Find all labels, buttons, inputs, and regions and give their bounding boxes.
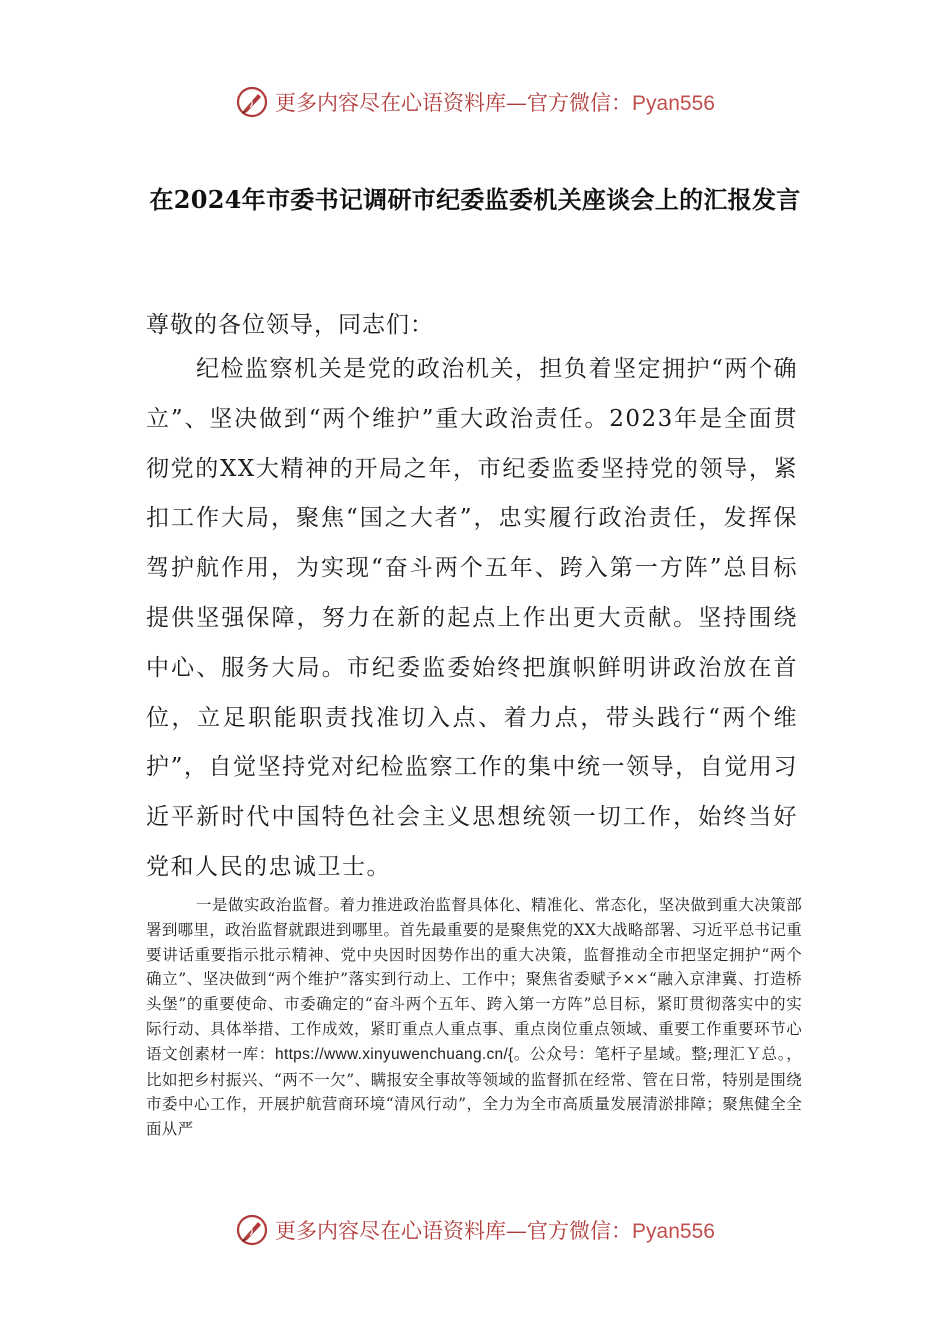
footer-brand [235,1213,715,1247]
footer-brand-text: 更多内容尽在心语资料库—官方微信： [275,1219,633,1243]
document-title: 在2024年市委书记调研市纪委监委机关座谈会上的汇报发言 [149,185,801,214]
pen-logo-icon [235,85,269,119]
greeting: 尊敬的各位领导，同志们： [146,312,434,338]
paragraph-2-text-before-url: 一是做实政治监督。着力推进政治监督具体化、精准化、常态化，坚决做到重大决策部署到哪里，政治监督就跟进到哪里。首先最重要的是聚焦党的XX大战略部署、习近平总书记重要讲话重要指示批示精神、党中央因时因势作出的重大决策，监督推动全市把坚定拥护“两个确立”、坚决做到“两个维护”落实到行动上、工作中；聚焦省委赋予××“融入京津冀、打造桥头堡”的重要使命、市委确定的“奋斗两个五年、跨入第一方阵”总目标，紧盯贯彻落实中的实际行动、具体举措、工作成效，紧盯重点人重点事、重点岗位重点领域、重要工作重要环节心语文创素材一库： [146,896,802,1063]
header-watermark [0,80,950,124]
header-brand-handle: Pyan556 [632,92,715,115]
pen-logo-icon [235,1213,269,1247]
paragraph-2-text-after-url: 。公众号：笔杆子星域。整;理汇Ｙ总。，比如把乡村振兴、“两不一欠”、瞒报安全事故等领域的监督抓在经常、管在日常，特别是围绕市委中心工作，开展护航营商环境“清风行动”，全力为全市高质量发展清淤排障；聚焦健全全面从严 [146,1044,802,1139]
paragraph-2-url: https://www.xinyuwenchuang.cn/{ [275,1045,514,1063]
footer-watermark [0,1208,950,1252]
header-brand-text: 更多内容尽在心语资料库—官方微信： [275,91,633,115]
footer-brand-handle: Pyan556 [632,1220,715,1243]
header-brand [235,85,715,119]
paragraph-main: 纪检监察机关是党的政治机关，担负着坚定拥护“两个确立”、坚决做到“两个维护”重大政治责任。2023年是全面贯彻党的XX大精神的开局之年，市纪委监委坚持党的领导，紧扣工作大局，聚焦“国之大者”，忠实履行政治责任，发挥保驾护航作用，为实现“奋斗两个五年、跨入第一方阵”总目标提供坚强保障，努力在新的起点上作出更大贡献。坚持围绕中心、服务大局。市纪委监委始终把旗帜鲜明讲政治放在首位，立足职能职责找准切入点、着力点，带头践行“两个维护”，自觉坚持党对纪检监察工作的集中统一领导，自觉用习近平新时代中国特色社会主义思想统领一切工作，始终当好党和人民的忠诚卫士。 [146,356,798,880]
paragraph-political-supervision [146,893,802,1142]
